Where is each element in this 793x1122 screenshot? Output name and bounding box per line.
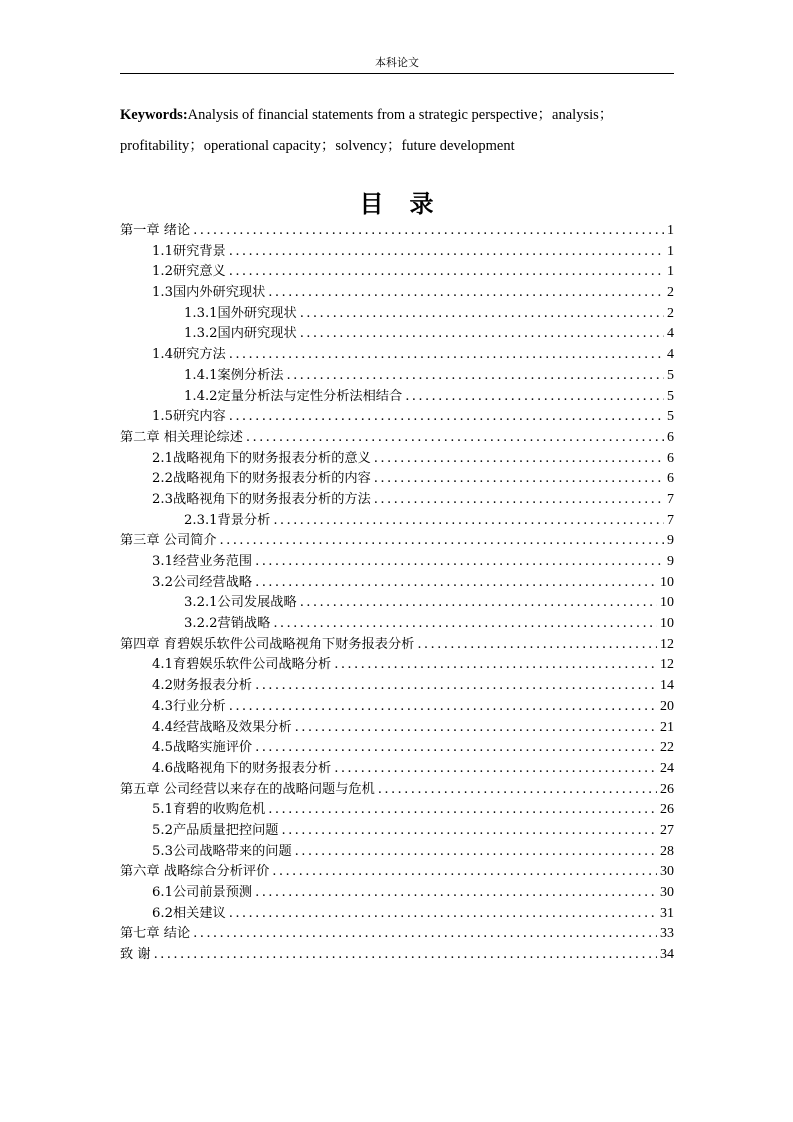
toc-entry-page: 26 xyxy=(660,802,674,818)
toc-leader-dots xyxy=(374,449,664,470)
toc-entry-title: 3.1经营业务范围 xyxy=(152,554,253,569)
toc-entry-page: 1 xyxy=(667,243,674,259)
toc-entry-page: 14 xyxy=(660,678,674,694)
toc-leader-dots xyxy=(220,531,664,552)
toc-entry-page: 30 xyxy=(660,864,674,880)
toc-entry-page: 4 xyxy=(667,326,674,342)
toc-entry-page: 9 xyxy=(667,533,674,549)
toc-entry-title: 2.2战略视角下的财务报表分析的内容 xyxy=(152,471,371,487)
toc-entry-title: 4.4经营战略及效果分析 xyxy=(152,719,292,735)
toc-leader-dots xyxy=(229,697,657,718)
toc-entry[interactable] xyxy=(120,593,674,614)
toc-leader-dots xyxy=(193,924,657,945)
toc-entry[interactable] xyxy=(120,697,674,718)
toc-entry-title: 第一章 绪论 xyxy=(120,223,191,238)
toc-entry-title: 1.4.2定量分析法与定性分析法相结合 xyxy=(184,388,403,404)
toc-entry[interactable] xyxy=(120,862,674,883)
toc-leader-dots xyxy=(154,945,657,966)
toc-entry-title: 1.1研究背景 xyxy=(152,243,226,259)
toc-leader-dots xyxy=(193,221,664,242)
toc-entry-page: 5 xyxy=(667,388,674,404)
toc-entry-title: 第三章 公司简介 xyxy=(120,533,217,549)
toc-entry-page: 33 xyxy=(660,926,674,942)
toc-leader-dots xyxy=(246,428,664,449)
toc-entry-page: 1 xyxy=(667,264,674,280)
toc-leader-dots xyxy=(273,614,657,635)
toc-leader-dots xyxy=(229,345,664,366)
toc-entry-page: 6 xyxy=(667,471,674,487)
toc-entry[interactable] xyxy=(120,324,674,345)
toc-entry-page: 12 xyxy=(660,636,674,652)
toc-leader-dots xyxy=(281,821,657,842)
toc-entry-title: 5.2产品质量把控问题 xyxy=(152,822,279,838)
toc-entry[interactable] xyxy=(120,780,674,801)
toc-leader-dots xyxy=(405,387,664,408)
toc-entry[interactable] xyxy=(120,531,674,552)
toc-entry-title: 1.4.1案例分析法 xyxy=(184,367,284,383)
toc-entry-page: 2 xyxy=(667,305,674,321)
toc-entry-page: 26 xyxy=(660,781,674,797)
toc-entry-title: 第七章 结论 xyxy=(120,926,191,942)
toc-entry[interactable] xyxy=(120,573,674,594)
toc-entry-page: 21 xyxy=(660,719,674,735)
header-rule xyxy=(120,73,674,74)
toc-entry-page: 6 xyxy=(667,450,674,466)
toc-entry-page: 10 xyxy=(660,616,674,632)
toc-leader-dots xyxy=(300,304,664,325)
toc-entry-page: 9 xyxy=(667,554,674,569)
toc-entry[interactable] xyxy=(120,924,674,945)
toc-entry-page: 31 xyxy=(660,905,674,921)
toc-entry-title: 6.2相关建议 xyxy=(152,905,226,921)
toc-entry[interactable] xyxy=(120,366,674,387)
toc-entry-page: 2 xyxy=(667,285,674,301)
toc-leader-dots xyxy=(378,780,657,801)
keywords-paragraph xyxy=(120,100,680,162)
toc-entry[interactable] xyxy=(120,552,674,573)
toc-entry-page: 22 xyxy=(660,740,674,756)
toc-entry-page: 34 xyxy=(660,947,674,963)
toc-entry[interactable] xyxy=(120,387,674,408)
toc-entry-page: 30 xyxy=(660,885,674,900)
toc-entry-title: 4.3行业分析 xyxy=(152,698,226,714)
toc-entry-title: 第五章 公司经营以来存在的战略问题与危机 xyxy=(120,781,375,797)
toc-entry-title: 5.1育碧的收购危机 xyxy=(152,802,266,818)
toc-entry[interactable] xyxy=(120,449,674,470)
toc-entry-title: 2.3战略视角下的财务报表分析的方法 xyxy=(152,491,371,507)
toc-entry-page: 20 xyxy=(660,698,674,714)
toc-entry-page: 10 xyxy=(660,595,674,611)
toc-leader-dots xyxy=(272,862,657,883)
toc-leader-dots xyxy=(295,842,657,863)
toc-entry[interactable] xyxy=(120,345,674,366)
toc-entry[interactable] xyxy=(120,614,674,635)
keywords-text: Analysis of financial statements from a strategic perspective；analysis；profitability；operational capacity；solvency；future development xyxy=(120,107,614,154)
toc-entry-page: 27 xyxy=(660,822,674,838)
toc-leader-dots xyxy=(295,718,657,739)
toc-entry-title: 4.2财务报表分析 xyxy=(152,678,253,694)
toc-leader-dots xyxy=(374,469,664,490)
toc-entry-page: 5 xyxy=(667,409,674,425)
toc-leader-dots xyxy=(300,324,664,345)
toc-entry-page: 24 xyxy=(660,760,674,776)
toc-leader-dots xyxy=(229,242,664,263)
toc-leader-dots xyxy=(273,511,664,532)
toc-entry[interactable] xyxy=(120,945,674,966)
toc-entry-title: 1.3.2国内研究现状 xyxy=(184,326,297,342)
table-of-contents xyxy=(120,221,674,966)
toc-entry[interactable] xyxy=(120,490,674,511)
toc-entry-title: 6.1公司前景预测 xyxy=(152,885,253,900)
toc-entry[interactable] xyxy=(120,904,674,925)
toc-entry[interactable] xyxy=(120,262,674,283)
toc-entry[interactable] xyxy=(120,221,674,242)
toc-entry[interactable] xyxy=(120,759,674,780)
toc-leader-dots xyxy=(374,490,664,511)
toc-entry[interactable] xyxy=(120,635,674,656)
toc-entry[interactable] xyxy=(120,883,674,904)
toc-leader-dots xyxy=(287,366,665,387)
toc-title: 目录 xyxy=(359,189,460,218)
toc-leader-dots xyxy=(268,800,657,821)
toc-entry-title: 5.3公司战略带来的问题 xyxy=(152,843,292,859)
toc-entry[interactable] xyxy=(120,407,674,428)
toc-leader-dots xyxy=(229,262,664,283)
toc-entry[interactable] xyxy=(120,283,674,304)
toc-entry[interactable] xyxy=(120,655,674,676)
toc-leader-dots xyxy=(255,738,657,759)
running-header: 本科论文 xyxy=(375,56,419,69)
toc-entry-page: 7 xyxy=(667,512,674,528)
toc-entry[interactable] xyxy=(120,676,674,697)
toc-entry-page: 6 xyxy=(667,429,674,445)
toc-entry-page: 5 xyxy=(667,367,674,383)
toc-entry[interactable] xyxy=(120,738,674,759)
toc-entry[interactable] xyxy=(120,800,674,821)
toc-entry-page: 28 xyxy=(660,843,674,859)
toc-entry-title: 4.5战略实施评价 xyxy=(152,740,253,756)
toc-entry-title: 1.3.1国外研究现状 xyxy=(184,305,297,321)
toc-entry[interactable] xyxy=(120,511,674,532)
toc-entry-page: 10 xyxy=(660,574,674,590)
toc-entry[interactable] xyxy=(120,821,674,842)
toc-leader-dots xyxy=(255,573,657,594)
toc-entry-title: 3.2.2营销战略 xyxy=(184,616,271,632)
toc-entry[interactable] xyxy=(120,469,674,490)
toc-leader-dots xyxy=(255,676,657,697)
toc-leader-dots xyxy=(255,883,657,904)
toc-entry-title: 1.2研究意义 xyxy=(152,264,226,280)
toc-entry-title: 第四章 育碧娱乐软件公司战略视角下财务报表分析 xyxy=(120,636,415,652)
toc-leader-dots xyxy=(300,593,657,614)
toc-leader-dots xyxy=(255,552,664,573)
toc-entry-title: 第二章 相关理论综述 xyxy=(120,429,243,445)
toc-entry-page: 7 xyxy=(667,491,674,507)
toc-entry-title: 第六章 战略综合分析评价 xyxy=(120,864,270,880)
toc-leader-dots xyxy=(334,759,657,780)
toc-entry[interactable] xyxy=(120,428,674,449)
toc-leader-dots xyxy=(417,635,657,656)
toc-entry[interactable] xyxy=(120,842,674,863)
toc-entry-title: 2.1战略视角下的财务报表分析的意义 xyxy=(152,450,371,466)
toc-entry[interactable] xyxy=(120,304,674,325)
toc-entry[interactable] xyxy=(120,718,674,739)
toc-entry-title: 3.2.1公司发展战略 xyxy=(184,595,297,611)
toc-leader-dots xyxy=(229,407,664,428)
toc-entry-page: 12 xyxy=(660,657,674,673)
toc-entry-title: 3.2公司经营战略 xyxy=(152,574,253,590)
toc-entry-title: 致 谢 xyxy=(120,947,151,963)
toc-leader-dots xyxy=(268,283,664,304)
toc-entry-title: 2.3.1背景分析 xyxy=(184,512,271,528)
keywords-label: Keywords: xyxy=(120,107,188,123)
toc-entry-title: 1.4研究方法 xyxy=(152,347,226,363)
toc-entry-page: 1 xyxy=(667,223,674,238)
toc-leader-dots xyxy=(229,904,657,925)
toc-entry-page: 4 xyxy=(667,347,674,363)
toc-entry-title: 4.6战略视角下的财务报表分析 xyxy=(152,760,332,776)
toc-entry[interactable] xyxy=(120,242,674,263)
toc-entry-title: 4.1育碧娱乐软件公司战略分析 xyxy=(152,657,332,673)
toc-entry-title: 1.3国内外研究现状 xyxy=(152,285,266,301)
toc-entry-title: 1.5研究内容 xyxy=(152,409,226,425)
toc-leader-dots xyxy=(334,655,657,676)
